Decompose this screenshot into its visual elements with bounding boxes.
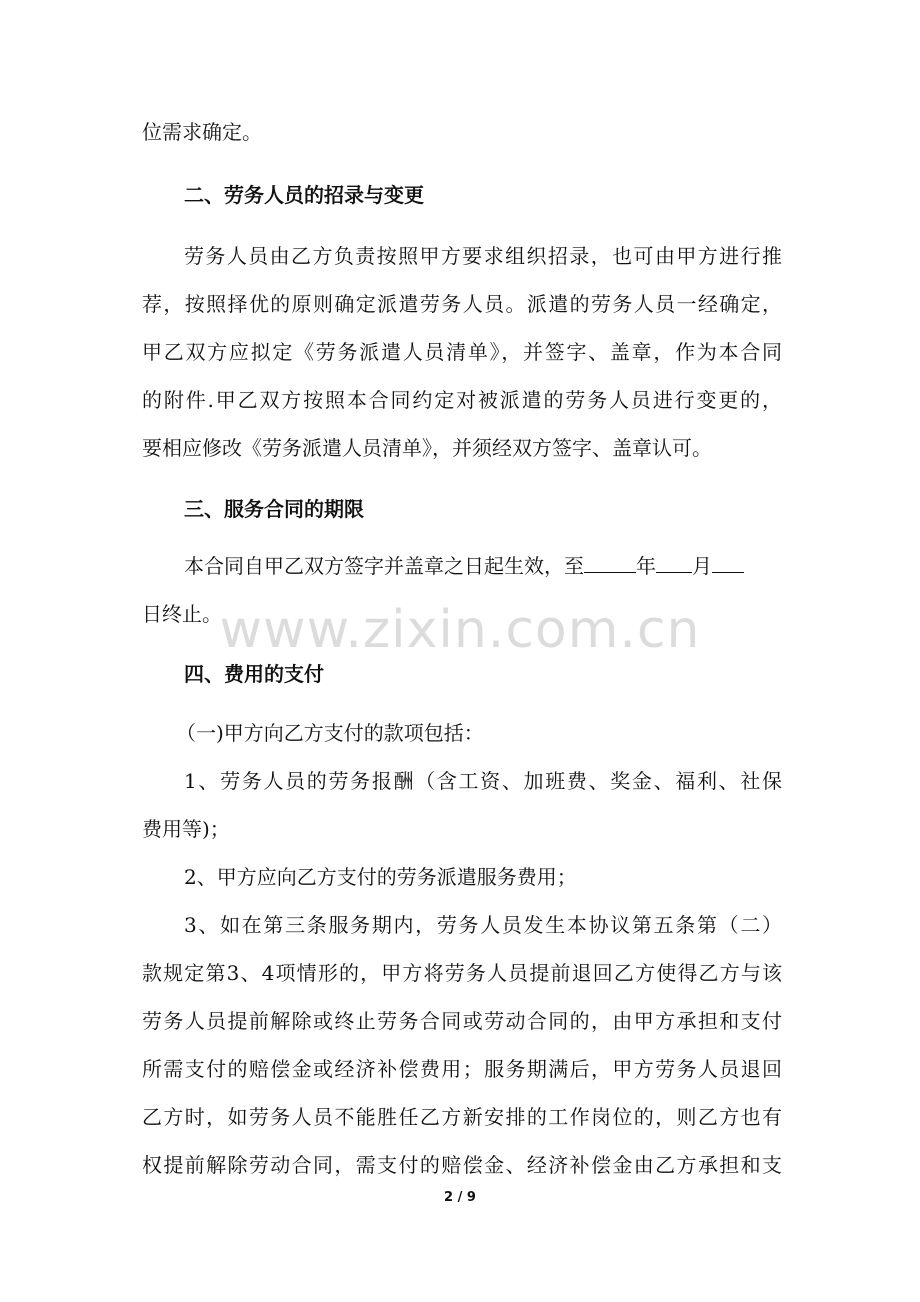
body-text-line-with-blanks [184,552,784,580]
body-text-line: 3、如在第三条服务期内，劳务人员发生本协议第五条第（二） [184,913,782,937]
body-text-line: 1、劳务人员的劳务报酬（含工资、加班费、奖金、福利、社保 [184,769,782,793]
day-blank [712,552,744,573]
body-text-line: 费用等)； [142,817,230,841]
year-blank [584,552,636,573]
month-blank [656,552,692,573]
body-text-line: 劳务人员提前解除或终止劳务合同或劳动合同的，由甲方承担和支付 [142,1009,782,1033]
body-text-line: 乙方时，如劳务人员不能胜任乙方新安排的工作岗位的，则乙方也有 [142,1105,782,1129]
section-heading: 四、费用的支付 [184,662,324,686]
body-text-line: 日终止。 [142,602,222,626]
body-text-line: 权提前解除劳动合同，需支付的赔偿金、经济补偿金由乙方承担和支 [142,1153,782,1177]
body-text-line: 2、甲方应向乙方支付的劳务派遣服务费用； [184,865,577,889]
page-number: 2 / 9 [444,1190,476,1205]
watermark: www.zixin.com.cn [219,600,701,660]
body-text-line: 劳务人员由乙方负责按照甲方要求组织招录，也可由甲方进行推 [184,244,782,268]
body-text-line: 款规定第3、4项情形的，甲方将劳务人员提前退回乙方使得乙方与该 [142,961,782,985]
body-text-line: 所需支付的赔偿金或经济补偿费用；服务期满后，甲方劳务人员退回 [142,1057,782,1081]
body-text-line: 要相应修改《劳务派遣人员清单》，并须经双方签字、盖章认可。 [142,436,712,460]
section-heading: 二、劳务人员的招录与变更 [184,183,424,207]
body-text-line: 荐，按照择优的原则确定派遣劳务人员。派遣的劳务人员一经确定， [142,292,782,316]
year-label: 年 [636,554,656,578]
body-text-line: 甲乙双方应拟定《劳务派遣人员清单》，并签字、盖章，作为本合同 [142,340,782,364]
section-heading: 三、服务合同的期限 [184,497,364,521]
body-text-line: 位需求确定。 [142,120,262,144]
body-text-line: 的附件.甲乙双方按照本合同约定对被派遣的劳务人员进行变更的， [142,388,782,412]
month-label: 月 [692,554,712,578]
body-text-line: （一)甲方向乙方支付的款项包括： [176,721,484,745]
term-text: 本合同自甲乙双方签字并盖章之日起生效，至 [184,554,584,578]
